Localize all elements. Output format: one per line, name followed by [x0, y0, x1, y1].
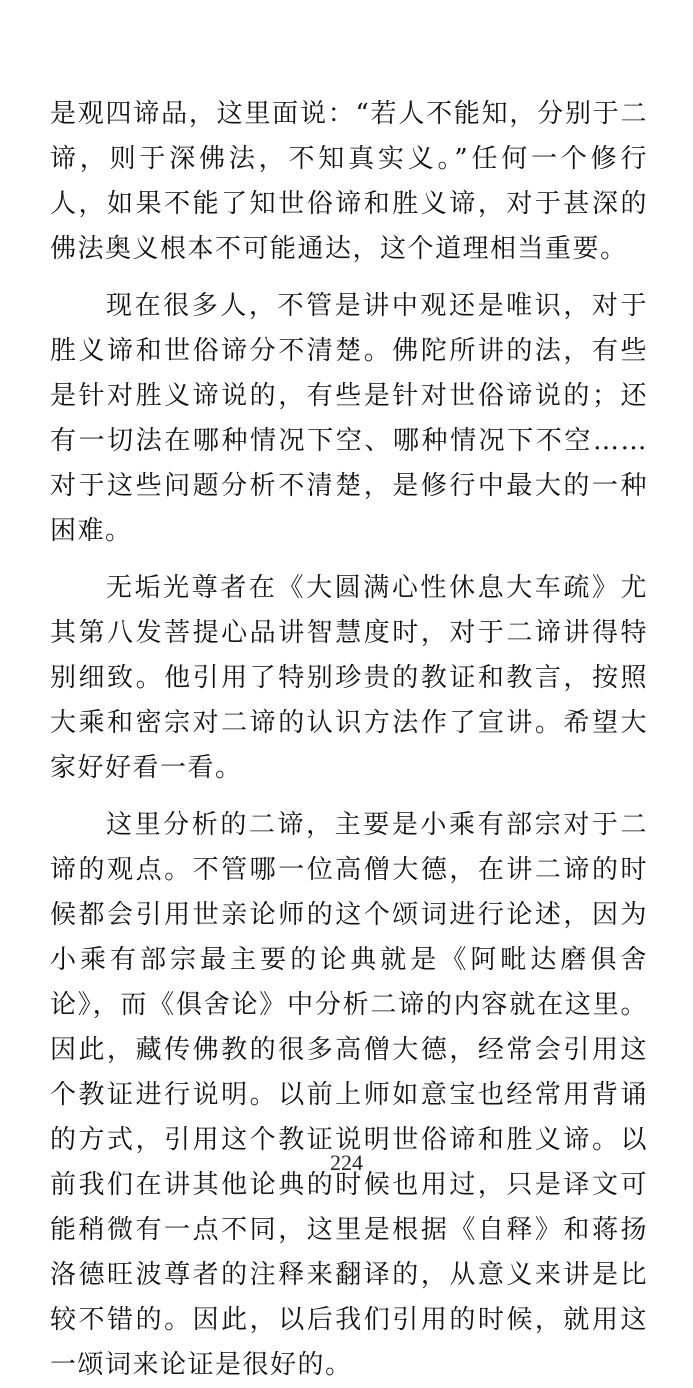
- paragraph: 无垢光尊者在《大圆满心性休息大车疏》尤其第八发菩提心品讲智慧度时，对于二谛讲得特别细致。他引用了特别珍贵的教证和教言，按照大乘和密宗对二谛的认识方法作了宣讲。希望大家好好看一看。: [50, 573, 648, 783]
- paragraph: 现在很多人，不管是讲中观还是唯识，对于胜义谛和世俗谛分不清楚。佛陀所讲的法，有些是针对胜义谛说的，有些是针对世俗谛说的；还有一切法在哪种情况下空、哪种情况下不空……对于这些问题分析不清楚，是修行中最大的一种困难。: [50, 291, 648, 546]
- page-number: 224: [330, 1150, 363, 1175]
- paragraph-continued: 是观四谛品，这里面说：“若人不能知，分别于二谛，则于深佛法，不知真实义。”任何一个修行人，如果不能了知世俗谛和胜义谛，对于甚深的佛法奥义根本不可能通达，这个道理相当重要。: [50, 99, 648, 264]
- paragraph: 这里分析的二谛，主要是小乘有部宗对于二谛的观点。不管哪一位高僧大德，在讲二谛的时候都会引用世亲论师的这个颂词进行论述，因为小乘有部宗最主要的论典就是《阿毗达磨俱舍论》，而《俱舍论》中分析二谛的内容就在这里。因此，藏传佛教的很多高僧大德，经常会引用这个教证进行说明。以前上师如意宝也经常用背诵的方式，引用这个教证说明世俗谛和胜义谛。以前我们在讲其他论典的时候也用过，只是译文可能稍微有一点不同，这里是根据《自释》和蒋扬洛德旺波尊者的注释来翻译的，从意义来讲是比较不错的。因此，以后我们引用的时候，就用这一颂词来论证是很好的。: [50, 810, 648, 1380]
- body-text: [50, 92, 648, 1388]
